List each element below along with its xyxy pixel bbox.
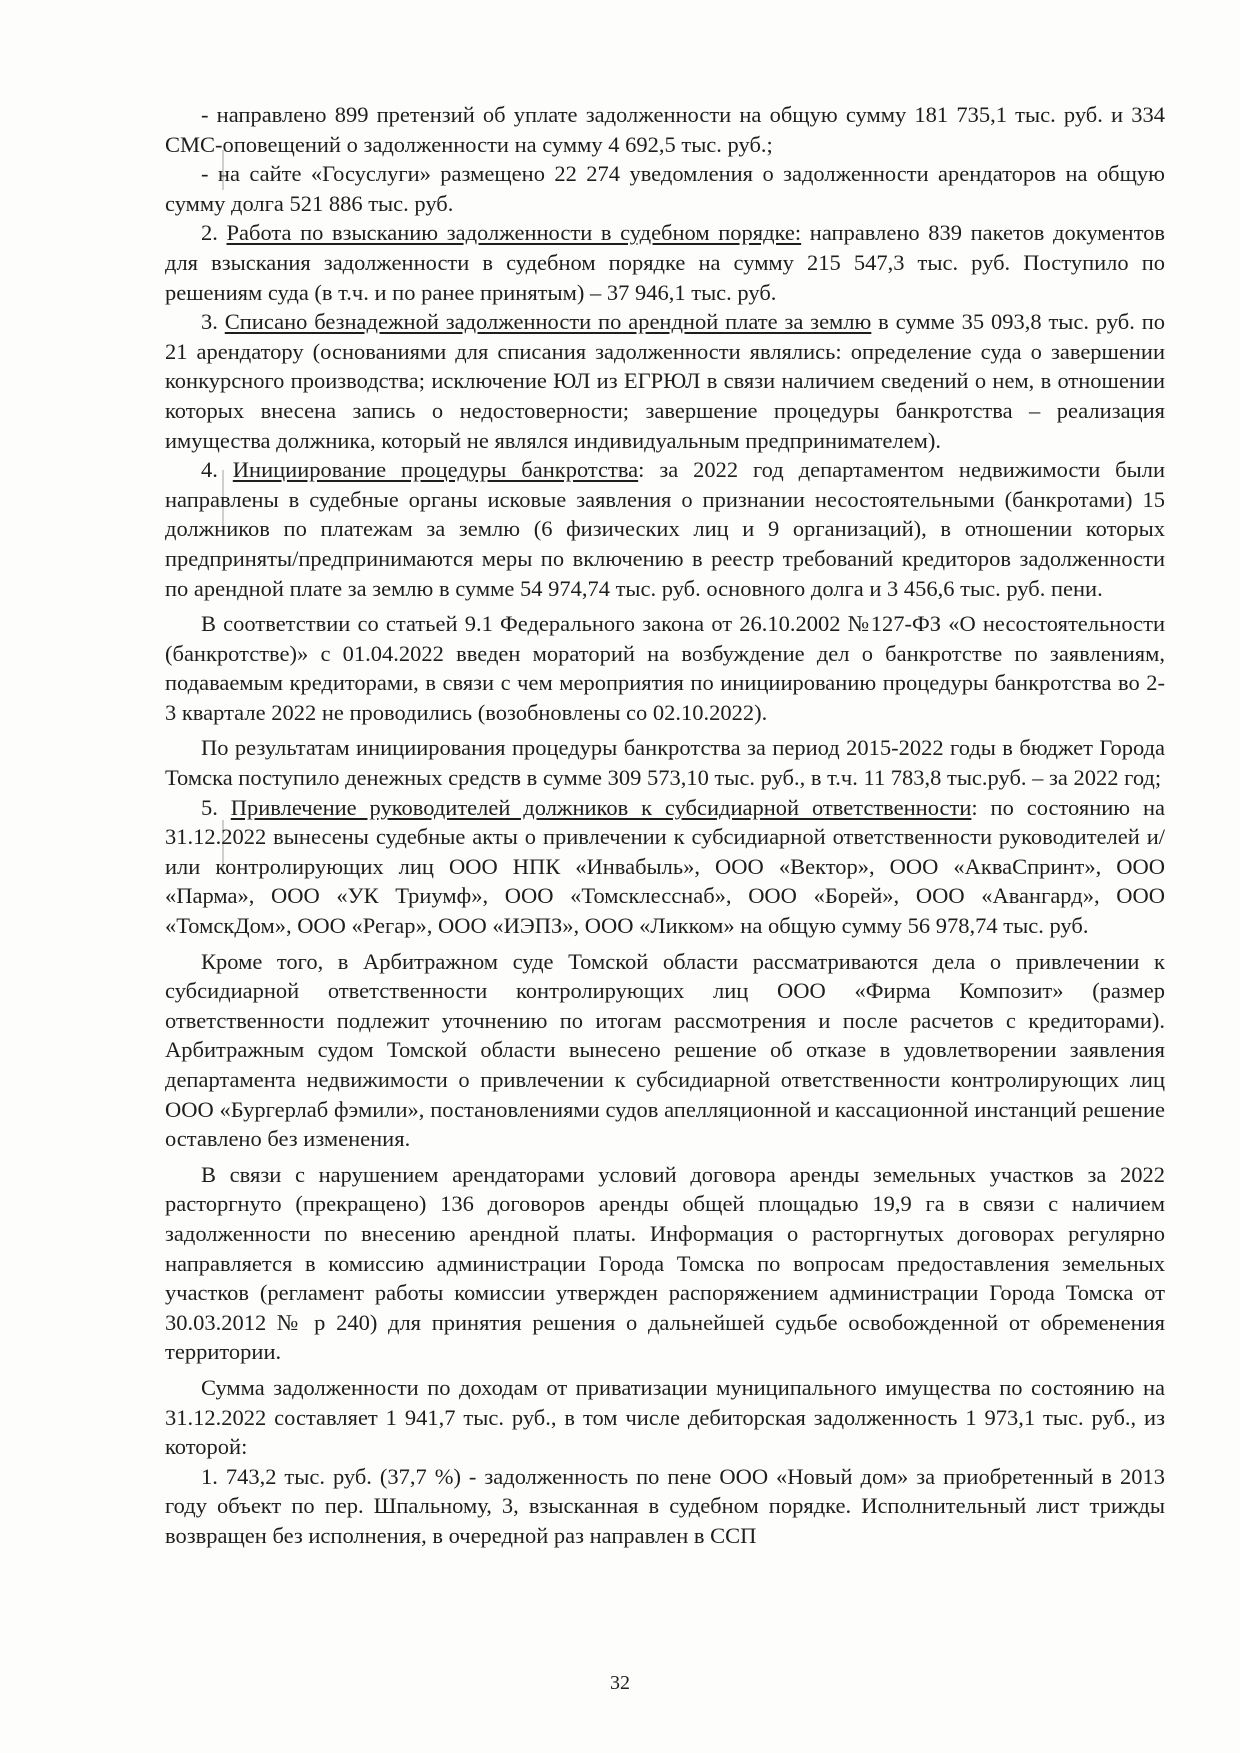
paragraph-gosuslugi: - на сайте «Госуслуги» размещено 22 274 уведомления о задолженности арендаторов на общую сумму долга 521 886 тыс. руб. [165, 161, 1165, 216]
paragraph-text: : за 2022 год департаментом недвижимости были направлены в судебные органы исковые заявления о признании несостоятельными (банкротами) 15 должников по платежам за землю (6 физических лиц и 9 организаций), в отношении которых предприняты/предпринимаются меры по включению в реестр требований кредиторов задолженности по арендной плате за землю в сумме 54 974,74 тыс. руб. основного долга и 3 456,6 тыс. руб. пени. [165, 457, 1166, 601]
paragraph-text: направлено 839 пакетов документов для взыскания задолженности в судебном порядке на сумму 215 547,3 тыс. руб. Поступило по решениям суда (в т.ч. и по ранее принятым) – 37 946,1 тыс. руб. [165, 220, 1165, 305]
paragraph-text: в сумме 35 093,8 тыс. руб. по 21 арендатору (основаниями для списания задолженности являлись: определение суда о завершении конкурсного производства; исключение ЮЛ из ЕГРЮЛ в связи наличием сведений о нем, в отношении которых внесена запись о недостоверности; завершение процедуры банкротства – реализация имущества должника, который не являлся индивидуальным предпринимателем). [165, 309, 1165, 453]
paragraph-claims: - направлено 899 претензий об уплате задолженности на общую сумму 181 735,1 тыс. руб. и 334 СМС-оповещений о задолженности на сумму 4 692,5 тыс. руб.; [165, 102, 1165, 157]
document-body [165, 100, 1165, 1551]
paragraph-court-collection [165, 218, 1165, 307]
paragraph-terminated-leases: В связи с нарушением арендаторами условий договора аренды земельных участков за 2022 расторгнуто (прекращено) 136 договоров аренды общей площадью 19,9 га в связи с наличием задолженности по внесению арендной платы. Информация о расторгнутых договорах регулярно направляется в комиссию администрации Города Томска по вопросам предоставления земельных участков (регламент работы комиссии утвержден распоряжением администрации Города Томска от 30.03.2012 № р 240) для принятия решения о дальнейшей судьбе освобожденной от обременения территории. [165, 1161, 1165, 1365]
paragraph-subsidiary-liability [165, 793, 1165, 941]
section-heading: Привлечение руководителей должников к субсидиарной ответственности [230, 794, 972, 820]
paragraph-new-house-debt: 1. 743,2 тыс. руб. (37,7 %) - задолженность по пене ООО «Новый дом» за приобретенный в 2013 году объект по пер. Шпальному, 3, взысканная в судебном порядке. Исполнительный лист трижды возвращен без исполнения, в очередной раз направлен в ССП [165, 1463, 1165, 1548]
section-heading: Работа по взысканию задолженности в судебном порядке: [226, 220, 802, 246]
paragraph-bankruptcy [165, 455, 1165, 603]
item-number: 4. [201, 457, 233, 483]
paragraph-bankruptcy-results: По результатам инициирования процедуры банкротства за период 2015-2022 годы в бюджет Города Томска поступило денежных средств в сумме 309 573,10 тыс. руб., в т.ч. 11 783,8 тыс.руб. – за 2022 год; [165, 735, 1165, 791]
paragraph-moratorium: В соответствии со статьей 9.1 Федерального закона от 26.10.2002 №127-ФЗ «О несостоятельности (банкротстве)» с 01.04.2022 введен мораторий на возбуждение дел о банкротстве по заявлениям, подаваемым кредиторами, в связи с чем мероприятия по инициированию процедуры банкротства во 2-3 квартале 2022 не проводились (возобновлены со 02.10.2022). [165, 611, 1165, 725]
item-number: 5. [201, 794, 231, 820]
page-number: 32 [610, 1672, 630, 1694]
section-heading: Инициирование процедуры банкротства [232, 457, 639, 483]
section-heading: Списано безнадежной задолженности по арендной плате за землю [224, 309, 872, 335]
paragraph-arbitration: Кроме того, в Арбитражном суде Томской области рассматриваются дела о привлечении к субсидиарной ответственности контролирующих лиц ООО «Фирма Композит» (размер ответственности подлежит уточнению по итогам рассмотрения и после расчетов с кредиторами). Арбитражным судом Томской области вынесено решение об отказе в удовлетворении заявления департамента недвижимости о привлечении к субсидиарной ответственности контролирующих лиц ООО «Бургерлаб фэмили», постановлениями судов апелляционной и кассационной инстанций решение оставлено без изменения. [165, 948, 1165, 1152]
paragraph-privatization-debt: Сумма задолженности по доходам от приватизации муниципального имущества по состоянию на 31.12.2022 составляет 1 941,7 тыс. руб., в том числе дебиторская задолженность 1 973,1 тыс. руб., из которой: [165, 1374, 1165, 1460]
paragraph-text: : по состоянию на 31.12.2022 вынесены судебные акты о привлечении к субсидиарной ответственности руководителей и/или контролирующих лиц ООО НПК «Инвабыль», ООО «Вектор», ООО «АкваСпринт», ООО «Парма», ООО «УК Триумф», ООО «Томсклесснаб», ООО «Борей», ООО «Авангард», ООО «ТомскДом», ООО «Регар», ООО «ИЭПЗ», ООО «Ликком» на общую сумму 56 978,74 тыс. руб. [165, 794, 1166, 939]
item-number: 2. [201, 220, 227, 246]
item-number: 3. [201, 309, 225, 335]
paragraph-write-off [165, 307, 1165, 455]
